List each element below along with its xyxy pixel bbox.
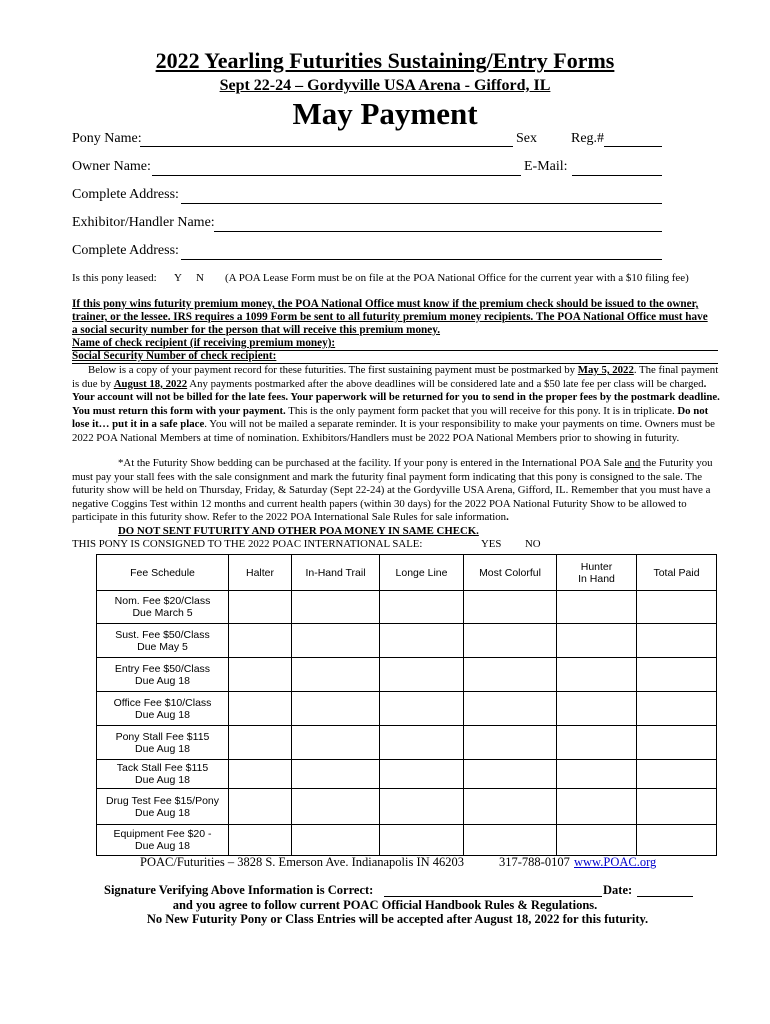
fee-entry-cell[interactable] [380,658,464,692]
complete-address-label: Complete Address: [72,187,179,202]
fee-due-date: Due Aug 18 [135,742,190,755]
fee-entry-cell[interactable] [229,591,292,624]
fee-label-cell [97,789,229,825]
fee-entry-cell[interactable] [380,591,464,624]
fee-entry-cell[interactable] [292,624,380,658]
fee-entry-cell[interactable] [464,624,557,658]
fee-due-date: Due Aug 18 [135,806,190,819]
fee-entry-cell[interactable] [229,624,292,658]
fee-entry-cell[interactable] [292,658,380,692]
no-send-notice: DO NOT SENT FUTURITY AND OTHER POA MONEY IN SAME CHECK. [118,525,479,537]
fee-entry-cell[interactable] [637,624,717,658]
fee-entry-cell[interactable] [229,825,292,856]
in-hand-trail-header: In-Hand Trail [292,555,380,591]
owner-name-label: Owner Name: [72,159,151,174]
longe-line-header: Longe Line [380,555,464,591]
fee-name: Entry Fee $50/Class [114,662,211,675]
ssn-label: Social Security Number of check recipient: [72,350,277,362]
email-field[interactable] [572,175,662,176]
table-row [97,760,717,789]
pony-name-field[interactable] [140,146,513,147]
hunter-in-hand-header: Hunter In Hand [557,555,637,591]
footer-phone: 317-788-0107 [499,855,570,869]
fee-label-cell [97,825,229,856]
entry-deadline-note: No New Futurity Pony or Class Entries will be accepted after August 18, 2022 for this futurity. [146,912,649,926]
warning-line-2: trainer, or the lessee. IRS requires a 1099 Form be sent to all futurity premium money recipients. The POA National Office must have [72,311,708,323]
fee-entry-cell[interactable] [229,789,292,825]
fee-entry-cell[interactable] [464,789,557,825]
warning-line-3: a social security number for the person that will receive this premium money. [72,324,441,336]
fee-entry-cell[interactable] [380,692,464,726]
warning-line-1: If this pony wins futurity premium money, the POA National Office must know if the premium check should be issued to the owner, [72,298,699,310]
fee-entry-cell[interactable] [380,726,464,760]
fee-entry-cell[interactable] [557,760,637,789]
consigned-no-option[interactable]: NO [525,538,541,550]
rules-agreement: and you agree to follow current POAC Official Handbook Rules & Regulations. [172,898,598,912]
fee-entry-cell[interactable] [557,692,637,726]
exhibitor-label: Exhibitor/Handler Name: [72,215,215,230]
leased-label: Is this pony leased: [72,272,157,284]
fee-entry-cell[interactable] [464,692,557,726]
date-label: Date: [603,883,633,897]
fee-entry-cell[interactable] [292,726,380,760]
fee-entry-cell[interactable] [292,760,380,789]
signature-label: Signature Verifying Above Information is Correct: [104,883,374,897]
complete-address-field[interactable] [181,203,662,204]
form-title: 2022 Yearling Futurities Sustaining/Entry Forms [155,48,615,73]
fee-entry-cell[interactable] [637,658,717,692]
fee-label-cell [97,760,229,789]
fee-entry-cell[interactable] [464,726,557,760]
fee-entry-cell[interactable] [380,825,464,856]
halter-header: Halter [229,555,292,591]
fee-entry-cell[interactable] [557,658,637,692]
complete-address-2-label: Complete Address: [72,243,179,258]
consigned-question: THIS PONY IS CONSIGNED TO THE 2022 POAC INTERNATIONAL SALE: [72,538,423,550]
fee-name: Pony Stall Fee $115 [115,730,210,743]
complete-address-2-field[interactable] [181,259,662,260]
fee-entry-cell[interactable] [229,726,292,760]
leased-no-option[interactable]: N [196,272,204,284]
total-paid-header: Total Paid [637,555,717,591]
fee-entry-cell[interactable] [637,692,717,726]
fee-name: Tack Stall Fee $115 [116,762,209,774]
consigned-yes-option[interactable]: YES [481,538,502,550]
table-header-row [97,555,717,591]
fee-entry-cell[interactable] [557,789,637,825]
leased-yes-option[interactable]: Y [174,272,182,284]
fee-due-date: Due Aug 18 [135,840,190,852]
date-field[interactable] [637,896,693,897]
fee-entry-cell[interactable] [380,789,464,825]
table-body [97,591,717,856]
fee-label-cell [97,624,229,658]
fee-entry-cell[interactable] [229,658,292,692]
payment-paragraph: Below is a copy of your payment record for these futurities. The first sustaining payment must be postmarked by May 5, 2022. The final payment is due by August 18, 2022 Any payments postmarked after the above deadlines will be considered late and a $50 late fee per class will be charged. Your account will not be billed for the late fees. Your paperwork will be returned for you to send in the proper fees by the postmark deadline. You must return this form with your payment. This is the only payment form packet that you will receive for this pony. It is in triplicate. Do not lose it… put it in a safe place. You will not be mailed a separate reminder. It is your responsibility to make your payments on time. Owners must be 2022 POA National Members at time of nomination. Exhibitors/Handlers must be 2022 POA National Members prior to showing in futurity. [72,364,720,444]
fee-entry-cell[interactable] [637,825,717,856]
fee-entry-cell[interactable] [464,658,557,692]
fee-entry-cell[interactable] [557,825,637,856]
fee-entry-cell[interactable] [557,726,637,760]
fee-name: Sust. Fee $50/Class [115,628,210,641]
table-row [97,658,717,692]
fee-entry-cell[interactable] [637,726,717,760]
fee-entry-cell[interactable] [464,591,557,624]
table-row [97,825,717,856]
fee-name: Nom. Fee $20/Class [114,595,211,607]
fee-entry-cell[interactable] [464,760,557,789]
fee-entry-cell[interactable] [637,760,717,789]
fee-label-cell [97,726,229,760]
fee-name: Drug Test Fee $15/Pony [105,794,220,807]
table-row [97,692,717,726]
pony-name-label: Pony Name: [72,131,142,146]
fee-entry-cell[interactable] [292,591,380,624]
check-recipient-line[interactable] [72,337,718,351]
fee-entry-cell[interactable] [380,760,464,789]
fee-label-cell [97,692,229,726]
futurity-paragraph: *At the Futurity Show bedding can be purchased at the facility. If your pony is entered in the International POA Sale and the Futurity you must pay your stall fees with the sale consignment and mark the futurity final payment form indicating that this pony is consigned to the sale. The futurity show will be held on Thursday, Friday, & Saturday (Sept 22-24) at the Gordyville USA Arena, Gifford, IL. Remember that you must have a negative Coggins Test within 12 months and current health papers (within 30 days) for the 2022 POA National Futurity Show to be allowed to participate in this futurity show. Refer to the 2022 POA International Sale Rules for sale information. [72,457,713,524]
page-heading: May Payment [292,96,478,131]
fee-schedule-table [96,554,717,856]
fee-entry-cell[interactable] [292,692,380,726]
footer-address: POAC/Futurities – 3828 S. Emerson Ave. Indianapolis IN 46203 [140,855,465,869]
email-label: E-Mail: [524,159,568,174]
fee-entry-cell[interactable] [557,624,637,658]
reg-label: Reg.# [571,131,605,146]
fee-name: Office Fee $10/Class [113,696,212,709]
fee-label-cell [97,658,229,692]
fee-entry-cell[interactable] [292,825,380,856]
fee-entry-cell[interactable] [292,789,380,825]
fee-entry-cell[interactable] [557,591,637,624]
fee-entry-cell[interactable] [229,760,292,789]
fee-entry-cell[interactable] [464,825,557,856]
table-row [97,624,717,658]
form-subtitle: Sept 22-24 – Gordyville USA Arena - Gifford, IL [219,77,551,94]
ssn-line[interactable] [72,350,718,364]
check-recipient-label: Name of check recipient (if receiving premium money): [72,337,336,349]
fee-name: Equipment Fee $20 - [113,828,212,840]
fee-due-date: Due May 5 [137,640,188,653]
website-link[interactable]: www.POAC.org [574,855,657,869]
fee-due-date: Due Aug 18 [135,674,190,687]
fee-entry-cell[interactable] [637,591,717,624]
signature-field[interactable] [384,896,602,897]
fee-due-date: Due Aug 18 [135,708,190,721]
most-colorful-header: Most Colorful [464,555,557,591]
fee-entry-cell[interactable] [229,692,292,726]
fee-due-date: Due March 5 [132,607,193,619]
fee-entry-cell[interactable] [380,624,464,658]
fee-label-cell [97,591,229,624]
fee-entry-cell[interactable] [637,789,717,825]
table-row [97,591,717,624]
fee-due-date: Due Aug 18 [135,774,190,786]
lease-note: (A POA Lease Form must be on file at the POA National Office for the current year with a $10 filing fee) [225,272,689,284]
exhibitor-field[interactable] [214,231,662,232]
fee-schedule-header: Fee Schedule [97,555,229,591]
owner-name-field[interactable] [152,175,521,176]
table-row [97,726,717,760]
table-row [97,789,717,825]
reg-field[interactable] [604,146,662,147]
sex-label: Sex [516,131,537,146]
